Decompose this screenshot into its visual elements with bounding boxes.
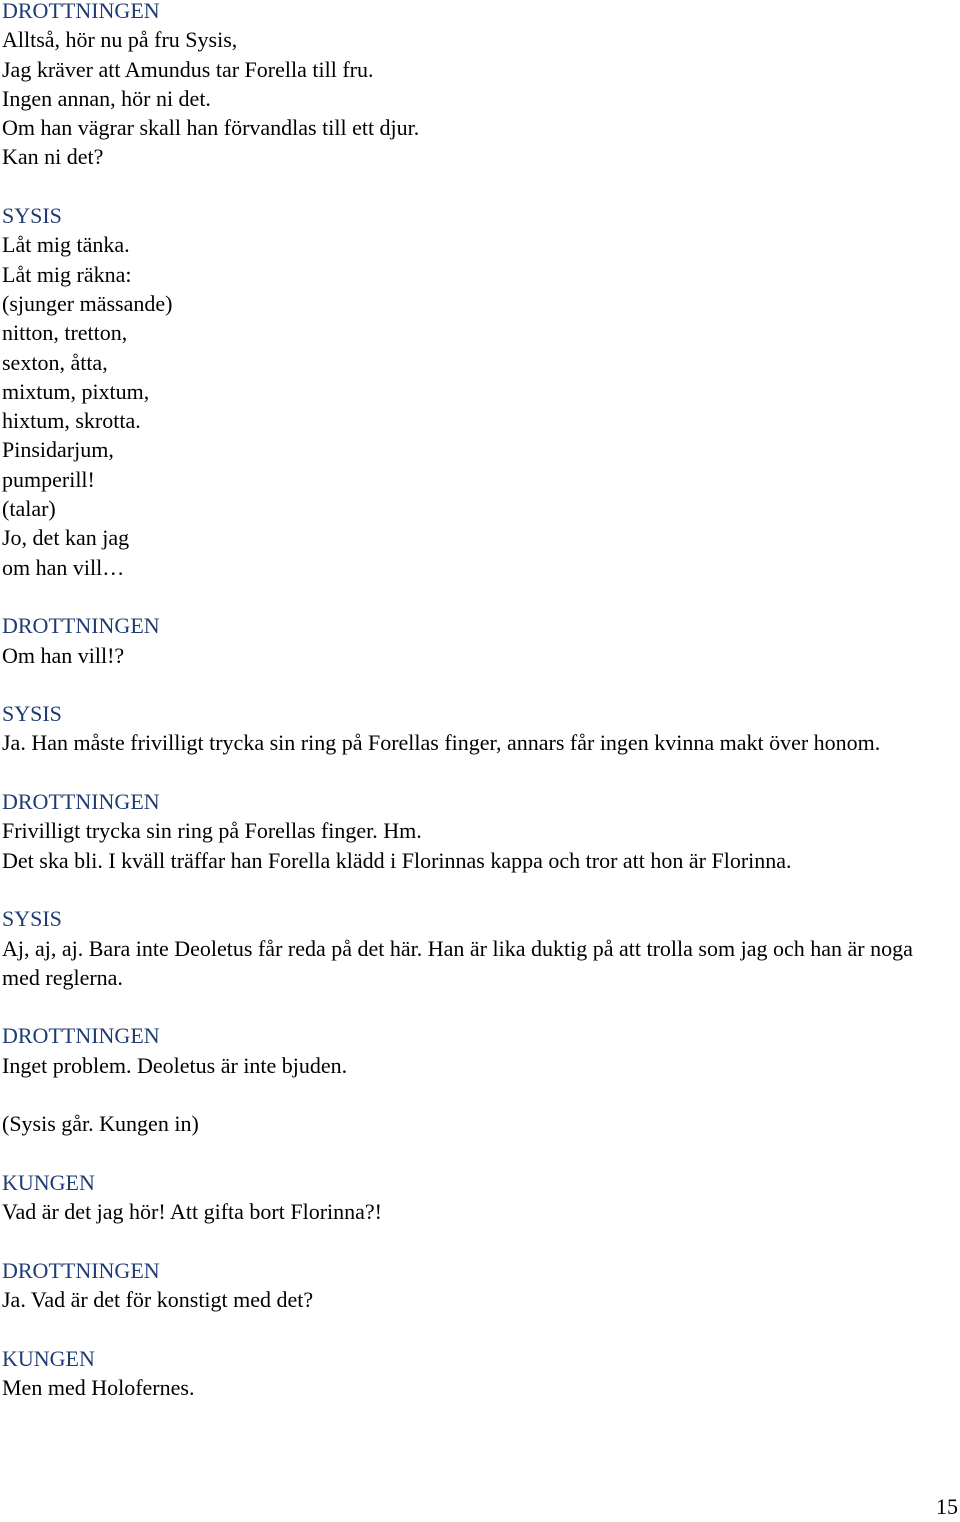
script-text bbox=[2, 0, 952, 1432]
dialogue-line: (talar) bbox=[2, 496, 56, 522]
dialogue-block bbox=[2, 1168, 952, 1227]
dialogue-line: mixtum, pixtum, bbox=[2, 378, 150, 404]
dialogue-line: Frivilligt trycka sin ring på Forellas finger. Hm. bbox=[2, 818, 422, 844]
dialogue-line: nitton, tretton, bbox=[2, 320, 128, 346]
dialogue-line: Alltså, hör nu på fru Sysis, bbox=[2, 27, 238, 53]
speaker-name: SYSIS bbox=[2, 203, 62, 229]
dialogue-block bbox=[2, 904, 952, 992]
dialogue-line: Pinsidarjum, bbox=[2, 437, 114, 463]
dialogue-block bbox=[2, 1344, 952, 1403]
dialogue-line: (sjunger mässande) bbox=[2, 290, 173, 316]
dialogue-block bbox=[2, 1256, 952, 1315]
dialogue-line: Låt mig räkna: bbox=[2, 261, 132, 287]
dialogue-line: sexton, åtta, bbox=[2, 349, 108, 375]
speaker-name: SYSIS bbox=[2, 701, 62, 727]
dialogue-line: Ja. Han måste frivilligt trycka sin ring på Forellas finger, annars får ingen kvinna makt över honom. bbox=[2, 730, 881, 756]
speaker-name: DROTTNINGEN bbox=[2, 613, 160, 639]
dialogue-line: Om han vägrar skall han förvandlas till ett djur. bbox=[2, 115, 420, 141]
dialogue-block bbox=[2, 201, 952, 582]
dialogue-line: Kan ni det? bbox=[2, 144, 104, 170]
speaker-name: DROTTNINGEN bbox=[2, 1023, 160, 1049]
speaker-name: SYSIS bbox=[2, 906, 62, 932]
dialogue-line: Vad är det jag hör! Att gifta bort Florinna?! bbox=[2, 1199, 383, 1225]
dialogue-line: om han vill… bbox=[2, 554, 125, 580]
dialogue-line: Ingen annan, hör ni det. bbox=[2, 85, 211, 111]
speaker-name: DROTTNINGEN bbox=[2, 1257, 160, 1283]
dialogue-block bbox=[2, 611, 952, 670]
stage-direction: (Sysis går. Kungen in) bbox=[2, 1111, 199, 1137]
dialogue-line: Ja. Vad är det för konstigt med det? bbox=[2, 1287, 314, 1313]
dialogue-line: pumperill! bbox=[2, 466, 95, 492]
dialogue-block bbox=[2, 787, 952, 875]
dialogue-block bbox=[2, 1109, 952, 1138]
dialogue-line: Om han vill!? bbox=[2, 642, 125, 668]
dialogue-block bbox=[2, 699, 952, 758]
dialogue-line: Men med Holofernes. bbox=[2, 1374, 195, 1400]
speaker-name: KUNGEN bbox=[2, 1345, 95, 1371]
dialogue-block bbox=[2, 0, 952, 172]
dialogue-line: Jag kräver att Amundus tar Forella till fru. bbox=[2, 56, 374, 82]
dialogue-line: Det ska bli. I kväll träffar han Forella klädd i Florinnas kappa och tror att hon är Florinna. bbox=[2, 847, 792, 873]
dialogue-line: Aj, aj, aj. Bara inte Deoletus får reda på det här. Han är lika duktig på att trolla som jag och han är noga med reglerna. bbox=[2, 935, 919, 990]
dialogue-line: hixtum, skrotta. bbox=[2, 408, 141, 434]
dialogue-block bbox=[2, 1021, 952, 1080]
dialogue-line: Inget problem. Deoletus är inte bjuden. bbox=[2, 1052, 348, 1078]
speaker-name: DROTTNINGEN bbox=[2, 789, 160, 815]
speaker-name: DROTTNINGEN bbox=[2, 0, 160, 23]
dialogue-line: Låt mig tänka. bbox=[2, 232, 130, 258]
dialogue-line: Jo, det kan jag bbox=[2, 525, 130, 551]
page-number: 15 bbox=[936, 1494, 958, 1519]
speaker-name: KUNGEN bbox=[2, 1169, 95, 1195]
